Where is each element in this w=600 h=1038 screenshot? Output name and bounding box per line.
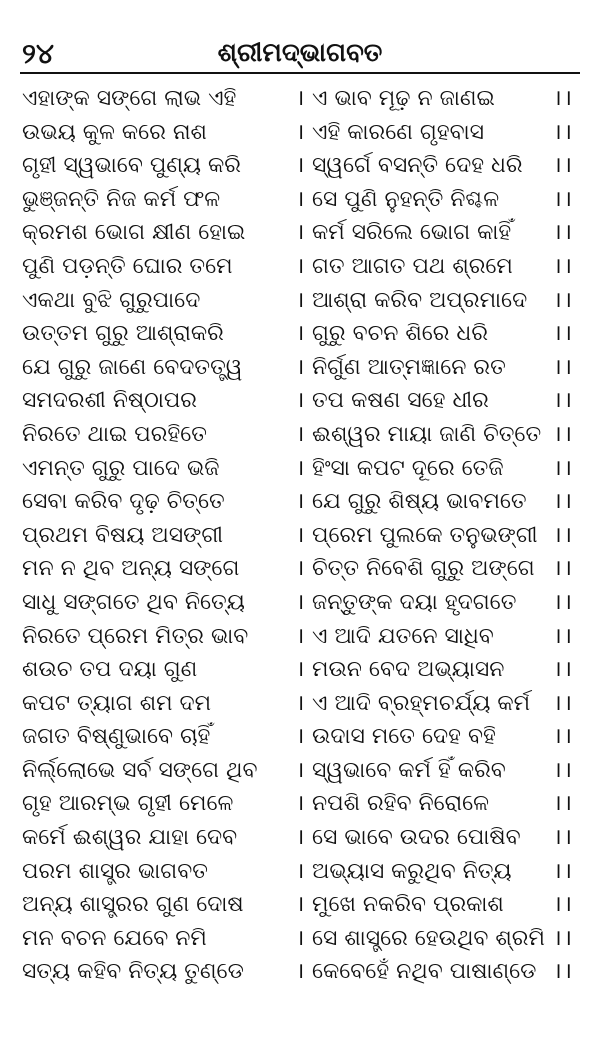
verse-end-mark: ।। (553, 287, 574, 313)
verse-first-half: ସାଧୁ ସଙ୍ଗତେ ଥିବ ନିତ୍ୟେ (22, 589, 245, 615)
verse-end-mark: ।। (553, 589, 574, 615)
header-rule (20, 72, 580, 74)
verse-separator: । (296, 724, 305, 750)
verse-second-half: କର୍ମ ସରିଲେ ଭୋଗ କାହିଁ (312, 220, 512, 246)
verse-first-half: ଉତ୍ତମ ଗୁରୁ ଆଶ୍ରାକରି (22, 321, 224, 347)
verse-second-half: ସ୍ୱର୍ଗେ ବସନ୍ତି ଦେହ ଧରି (312, 153, 523, 179)
verse-second-half: ଅଭ୍ୟାସ କରୁଥିବ ନିତ୍ୟ (312, 858, 512, 884)
verse-end-mark: ।। (553, 757, 574, 783)
verse-row (22, 653, 574, 687)
verse-separator: । (296, 757, 305, 783)
verse-first-half: ଗୃହ ଆରମ୍ଭ ଗୃହୀ ମେଳେ (22, 791, 234, 817)
verse-first-half: ପୁଣି ପଡ଼ନ୍ତି ଘୋର ତମେ (22, 253, 233, 279)
verse-end-mark: ।। (553, 153, 574, 179)
verse-end-mark: ।। (553, 388, 574, 414)
verse-separator: । (296, 556, 305, 582)
verse-end-mark: ।। (553, 321, 574, 347)
verse-second-half: ଚିତ୍ତ ନିବେଶି ଗୁରୁ ଅଙ୍ଗେ (312, 556, 535, 582)
verse-first-half: ଶଉଚ ତପ ଦୟା ଗୁଣ (22, 657, 198, 683)
verse-separator: । (296, 455, 305, 481)
verse-row (22, 787, 574, 821)
verse-row (22, 485, 574, 519)
verse-second-half: ମଉନ ବେଦ ଅଭ୍ୟାସନ (312, 657, 505, 683)
verse-end-mark: ।। (553, 556, 574, 582)
verse-second-half: ଏ ଭାବ ମୂଢ଼ ନ ଜାଣଇ (312, 86, 495, 111)
verse-second-half: ଯେ ଗୁରୁ ଶିଷ୍ୟ ଭାବମତେ (312, 489, 527, 515)
verse-separator: । (296, 321, 305, 347)
verse-separator: । (296, 925, 305, 951)
verse-second-half: ସେ ଭାବେ ଉଦର ପୋଷିବ (312, 825, 521, 851)
verse-end-mark: ।। (553, 858, 574, 884)
verse-separator: । (296, 791, 305, 817)
verse-second-half: ମୁଖେ ନକରିବ ପ୍ରକାଶ (312, 892, 504, 918)
verse-row (22, 284, 574, 318)
verse-separator: । (296, 354, 305, 380)
verse-row (22, 418, 574, 452)
verse-second-half: ଏହି କାରଣେ ଗୃହବାସ (312, 119, 484, 145)
verse-row (22, 116, 574, 150)
verse-separator: । (296, 522, 305, 548)
verse-first-half: କପଟ ତ୍ୟାଗ ଶମ ଦମ (22, 690, 212, 716)
verse-first-half: ସମଦରଶୀ ନିଷ୍ଠାପର (22, 388, 197, 414)
page-header (22, 28, 578, 68)
verse-first-half: ମନ ବଚନ ଯେବେ ନମି (22, 925, 207, 951)
verse-end-mark: ।। (553, 119, 574, 145)
verse-row (22, 586, 574, 620)
verse-row (22, 216, 574, 250)
verse-row (22, 754, 574, 788)
verse-row (22, 620, 574, 654)
verse-first-half: ଏହାଙ୍କ ସଙ୍ଗେ ଲାଭ ଏହି (22, 86, 237, 111)
verse-separator: । (296, 623, 305, 649)
verse-separator: । (296, 421, 305, 447)
verse-second-half: ଗୁରୁ ବଚନ ଶିରେ ଧରି (312, 321, 488, 347)
verse-separator: । (296, 220, 305, 246)
verse-end-mark: ।। (553, 690, 574, 716)
verse-first-half: ପ୍ରଥମ ବିଷୟ ଅସଙ୍ଗୀ (22, 522, 224, 548)
verse-row (22, 821, 574, 855)
verse-second-half: ଗତ ଆଗତ ପଥ ଶ୍ରମେ (312, 253, 513, 279)
verse-row (22, 687, 574, 721)
verse-separator: । (296, 657, 305, 683)
verse-second-half: ଜନ୍ତୁଙ୍କ ଦୟା ହୃଦଗତେ (312, 589, 517, 615)
verse-row (22, 317, 574, 351)
verse-separator: । (296, 858, 305, 884)
verse-second-half: ତପ କଷଣ ସହେ ଧୀର (312, 388, 489, 414)
verse-end-mark: ।। (553, 892, 574, 918)
verse-separator: । (296, 287, 305, 313)
verse-row (22, 452, 574, 486)
verse-second-half: ପ୍ରେମ ପୁଲକେ ତନୁଭଙ୍ଗୀ (312, 522, 538, 548)
verse-separator: । (296, 86, 305, 111)
page-number: ୨୪ (22, 37, 54, 70)
verse-row (22, 351, 574, 385)
verse-end-mark: ।। (553, 186, 574, 212)
verse-row (22, 519, 574, 553)
verse-separator: । (296, 892, 305, 918)
verse-second-half: ଉଦାସ ମତେ ଦେହ ବହି (312, 724, 496, 750)
verse-second-half: ନପଶି ରହିବ ନିରୋଳେ (312, 791, 490, 817)
verse-row (22, 922, 574, 956)
verse-row (22, 250, 574, 284)
verse-end-mark: ।। (553, 623, 574, 649)
verse-row (22, 888, 574, 922)
verse-separator: । (296, 589, 305, 615)
verse-end-mark: ।। (553, 724, 574, 750)
verse-separator: । (296, 489, 305, 515)
verse-separator: । (296, 690, 305, 716)
verse-second-half: କେବେହେଁ ନଥିବ ପାଷାଣ୍ଡେ (312, 959, 537, 985)
verse-first-half: ନିରତେ ପ୍ରେମ ମିତ୍ର ଭାବ (22, 623, 249, 649)
verse-end-mark: ।। (553, 489, 574, 515)
verse-end-mark: ।। (553, 825, 574, 851)
verse-first-half: ଜଗତ ବିଷ୍ଣୁଭାବେ ଚାହିଁ (22, 724, 211, 750)
verse-end-mark: ।। (553, 455, 574, 481)
verse-end-mark: ।। (553, 253, 574, 279)
verse-second-half: ଏ ଆଦି ଯତନେ ସାଧିବ (312, 623, 494, 649)
verse-first-half: ଗୃହୀ ସ୍ୱଭାବେ ପୁଣ୍ୟ କରି (22, 153, 241, 179)
verse-separator: । (296, 186, 305, 212)
verse-end-mark: ।। (553, 925, 574, 951)
verse-first-half: ଏମନ୍ତ ଗୁରୁ ପାଦେ ଭଜି (22, 455, 220, 481)
verse-first-half: ନିର୍ଲ୍ଲୋଭେ ସର୍ବ ସଙ୍ଗେ ଥିବ (22, 757, 258, 783)
verse-first-half: ଭୁଞ୍ଜନ୍ତି ନିଜ କର୍ମ ଫଳ (22, 186, 221, 212)
verse-second-half: ଈଶ୍ୱର ମାୟା ଜାଣି ଚିତ୍ତେ (312, 421, 542, 447)
verse-end-mark: ।। (553, 791, 574, 817)
verse-second-half: ନିର୍ଗୁଣ ଆତ୍ମଜ୍ଞାନେ ରତ (312, 354, 506, 380)
verse-row (22, 82, 574, 116)
verse-first-half: ଉଭୟ କୁଳ କରେ ନାଶ (22, 119, 207, 145)
verse-separator: । (296, 253, 305, 279)
verse-first-half: ଏକଥା ବୁଝି ଗୁରୁପାଦେ (22, 287, 201, 313)
verse-separator: । (296, 119, 305, 145)
verse-row (22, 149, 574, 183)
verse-end-mark: ।। (553, 220, 574, 246)
verse-first-half: ମନ ନ ଥିବ ଅନ୍ୟ ସଙ୍ଗେ (22, 556, 240, 582)
verse-end-mark: ।। (553, 354, 574, 380)
verse-end-mark: ।। (553, 421, 574, 447)
verse-second-half: ହିଂସା କପଟ ଦୂରେ ତେଜି (312, 455, 504, 481)
verse-end-mark: ।। (553, 86, 574, 111)
verse-end-mark: ।। (553, 959, 574, 985)
verse-second-half: ସେ ପୁଣି ନୁହନ୍ତି ନିଶ୍ଚଳ (312, 186, 500, 212)
verse-row (22, 855, 574, 889)
verse-row (22, 720, 574, 754)
verse-end-mark: ।। (553, 657, 574, 683)
page-title: ଶ୍ରୀମଦ୍ଭାଗବତ (217, 38, 383, 68)
verse-row (22, 384, 574, 418)
verse-separator: । (296, 388, 305, 414)
verse-second-half: ଏ ଆଦି ବ୍ରହ୍ମଚର୍ଯ୍ୟ କର୍ମ (312, 690, 531, 716)
verse-second-half: ଆଶ୍ରା କରିବ ଅପ୍ରମାଦେ (312, 287, 528, 313)
verse-first-half: ନିରତେ ଥାଇ ପରହିତେ (22, 421, 207, 447)
verse-end-mark: ।। (553, 522, 574, 548)
verse-first-half: ସତ୍ୟ କହିବ ନିତ୍ୟ ତୁଣ୍ଡେ (22, 959, 244, 985)
verse-separator: । (296, 153, 305, 179)
verse-row (22, 955, 574, 989)
verse-first-half: ସେବା କରିବ ଦୃଢ଼ ଚିତ୍ତେ (22, 489, 225, 515)
verse-second-half: ସେ ଶାସ୍ତ୍ରେ ହେଉଥିବ ଶ୍ରମି (312, 925, 545, 951)
verse-row (22, 552, 574, 586)
verse-separator: । (296, 959, 305, 985)
verse-first-half: କ୍ରମଶ ଭୋଗ କ୍ଷୀଣ ହୋଇ (22, 220, 246, 246)
verse-row (22, 183, 574, 217)
verse-list (22, 82, 574, 989)
verse-first-half: ଯେ ଗୁରୁ ଜାଣେ ବେଦତତ୍ତ୍ୱ (22, 354, 243, 380)
verse-first-half: ଅନ୍ୟ ଶାସ୍ତ୍ରର ଗୁଣ ଦୋଷ (22, 892, 244, 918)
verse-first-half: ପରମ ଶାସ୍ତ୍ର ଭାଗବତ (22, 858, 208, 884)
verse-separator: । (296, 825, 305, 851)
verse-first-half: କର୍ମେ ଈଶ୍ୱର ଯାହା ଦେବ (22, 825, 238, 851)
verse-second-half: ସ୍ୱଭାବେ କର୍ମ ହିଁ କରିବ (312, 757, 506, 783)
